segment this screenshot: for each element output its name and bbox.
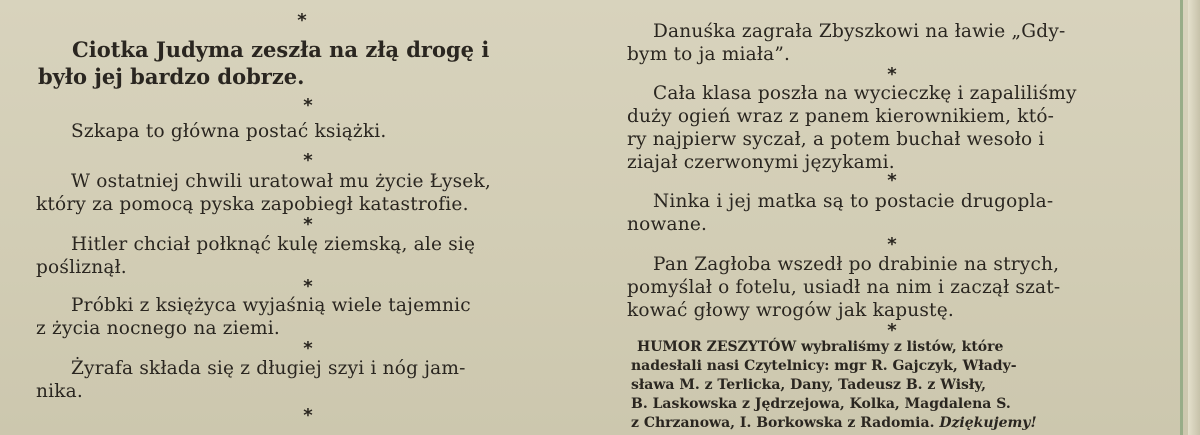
paper-edge <box>1188 0 1200 435</box>
joke-line: Ninka i jej matka są to postacie drugopla- <box>653 191 1054 212</box>
separator-star: * <box>303 338 313 359</box>
separator-star: * <box>887 234 897 255</box>
separator-star: * <box>303 214 313 235</box>
joke-line: Szkapa to główna postać książki. <box>71 121 387 142</box>
separator-star: * <box>297 10 307 31</box>
credits-line: sława M. z Terlicka, Dany, Tadeusz B. z Wisły, <box>631 377 986 393</box>
separator-star: * <box>887 320 897 341</box>
credits-line: nadesłali nasi Czytelnicy: mgr R. Gajczyk, Włady- <box>631 358 1017 374</box>
headline-line-2: było jej bardzo dobrze. <box>38 64 305 89</box>
credits-line-last <box>631 414 1037 433</box>
separator-star: * <box>303 150 313 171</box>
joke-line: duży ogień wraz z panem kierownikiem, któ- <box>627 106 1055 127</box>
joke-line: Hitler chciał połknąć kulę ziemską, ale się <box>71 234 476 255</box>
joke-line: Danuśka zagrała Zbyszkowi na ławie „Gdy- <box>653 21 1066 42</box>
separator-star: * <box>887 64 897 85</box>
joke-line: kować głowy wrogów jak kapustę. <box>627 300 954 321</box>
joke-line: ry najpierw syczał, a potem buchał wesoło i <box>627 129 1045 150</box>
edge-line <box>1180 0 1183 435</box>
credits-line: HUMOR ZESZYTÓW wybraliśmy z listów, które <box>637 339 1004 355</box>
joke-line: Pan Zagłoba wszedł po drabinie na strych, <box>653 254 1060 275</box>
headline-line-1: Ciotka Judyma zeszła na złą drogę i <box>72 37 490 62</box>
joke-line: bym to ja miała”. <box>627 44 791 65</box>
joke-line: Cała klasa poszła na wycieczkę i zapaliliśmy <box>653 83 1077 104</box>
separator-star: * <box>303 405 313 426</box>
separator-star: * <box>303 276 313 297</box>
joke-line: W ostatniej chwili uratował mu życie Łysek, <box>71 171 491 192</box>
joke-line: pomyślał o fotelu, usiadł na nim i zaczął szat- <box>627 277 1061 298</box>
joke-line: ziajał czerwonymi językami. <box>627 152 895 173</box>
credits-line: B. Laskowska z Jędrzejowa, Kolka, Magdalena S. <box>631 396 1011 412</box>
separator-star: * <box>303 95 313 116</box>
joke-line: który za pomocą pyska zapobiegł katastrofie. <box>36 194 469 215</box>
thanks-text: Dziękujemy! <box>939 415 1037 431</box>
joke-line: nowane. <box>627 214 708 235</box>
credits-text: z Chrzanowa, I. Borkowska z Radomia. <box>631 415 935 431</box>
joke-line: nika. <box>36 381 83 402</box>
joke-line: Próbki z księżyca wyjaśnią wiele tajemnic <box>71 295 471 316</box>
joke-line: z życia nocnego na ziemi. <box>36 318 280 339</box>
joke-line: pośliznął. <box>36 257 127 278</box>
separator-star: * <box>887 170 897 191</box>
joke-line: Żyrafa składa się z długiej szyi i nóg jam- <box>71 358 466 379</box>
